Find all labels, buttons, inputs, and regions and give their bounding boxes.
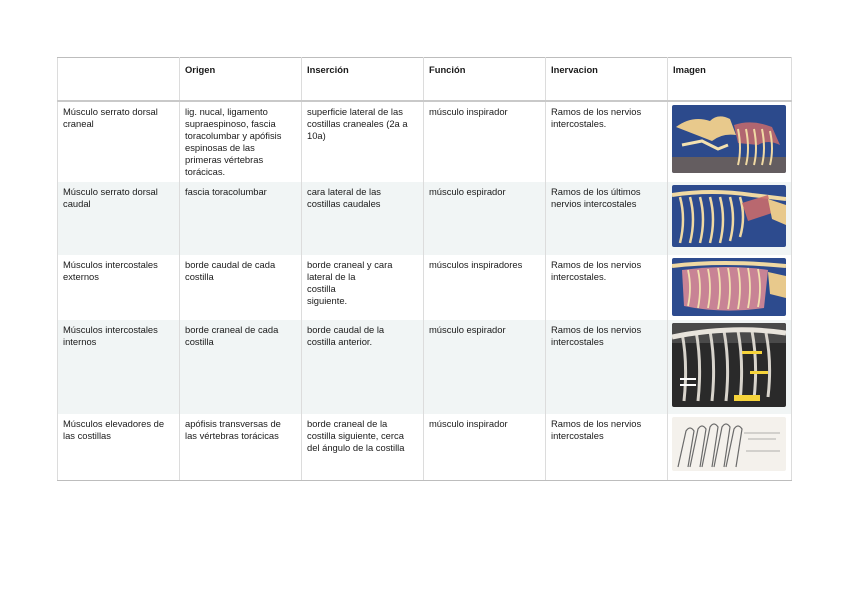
table-row <box>58 255 792 320</box>
skeleton-photo-intercostales-internos <box>672 323 786 407</box>
table-header-row <box>58 58 792 102</box>
cell-insercion: superficie lateral de las costillas craneales (2a a 10a) <box>302 101 424 182</box>
cell-inervacion: Ramos de los nervios intercostales. <box>546 255 668 320</box>
cell-funcion: músculo inspirador <box>424 414 546 481</box>
skeleton-image-intercostales-externos <box>672 258 786 316</box>
header-funcion: Función <box>424 58 546 102</box>
cell-insercion: cara lateral de las costillas caudales <box>302 182 424 255</box>
skeleton-image-serrato-craneal <box>672 105 786 173</box>
cell-insercion: borde craneal de la costilla siguiente, cerca del ángulo de la costilla <box>302 414 424 481</box>
cell-musculo: Músculos elevadores de las costillas <box>58 414 180 481</box>
cell-musculo: Músculo serrato dorsal caudal <box>58 182 180 255</box>
cell-origen: lig. nucal, ligamento supraespinoso, fascia toracolumbar y apófisis espinosas de las primeras vértebras torácicas. <box>180 101 302 182</box>
cell-imagen <box>668 182 792 255</box>
cell-inervacion: Ramos de los nervios intercostales <box>546 320 668 414</box>
cell-inervacion: Ramos de los nervios intercostales <box>546 414 668 481</box>
cell-musculo: Músculos intercostales internos <box>58 320 180 414</box>
cell-insercion: borde caudal de la costilla anterior. <box>302 320 424 414</box>
cell-origen: borde craneal de cada costilla <box>180 320 302 414</box>
cell-funcion: músculo espirador <box>424 182 546 255</box>
cell-inervacion: Ramos de los nervios intercostales. <box>546 101 668 182</box>
cell-imagen <box>668 320 792 414</box>
cell-funcion: músculo inspirador <box>424 101 546 182</box>
header-origen: Origen <box>180 58 302 102</box>
header-imagen: Imagen <box>668 58 792 102</box>
cell-insercion: borde craneal y cara lateral de la costilla siguiente. <box>302 255 424 320</box>
cell-origen: apófisis transversas de las vértebras torácicas <box>180 414 302 481</box>
table-row <box>58 182 792 255</box>
cell-origen: borde caudal de cada costilla <box>180 255 302 320</box>
muscle-table <box>57 57 792 481</box>
header-inervacion: Inervacion <box>546 58 668 102</box>
cell-origen: fascia toracolumbar <box>180 182 302 255</box>
cell-musculo: Músculos intercostales externos <box>58 255 180 320</box>
header-insercion: Inserción <box>302 58 424 102</box>
table-row <box>58 101 792 182</box>
skeleton-image-serrato-caudal <box>672 185 786 247</box>
cell-inervacion: Ramos de los últimos nervios intercostales <box>546 182 668 255</box>
cell-imagen <box>668 101 792 182</box>
header-musculo <box>58 58 180 102</box>
cell-musculo: Músculo serrato dorsal craneal <box>58 101 180 182</box>
cell-funcion: músculos inspiradores <box>424 255 546 320</box>
cell-funcion: músculo espirador <box>424 320 546 414</box>
cell-imagen <box>668 414 792 481</box>
table-row <box>58 320 792 414</box>
cell-imagen <box>668 255 792 320</box>
rib-sketch-elevadores <box>672 417 786 471</box>
table-row <box>58 414 792 481</box>
